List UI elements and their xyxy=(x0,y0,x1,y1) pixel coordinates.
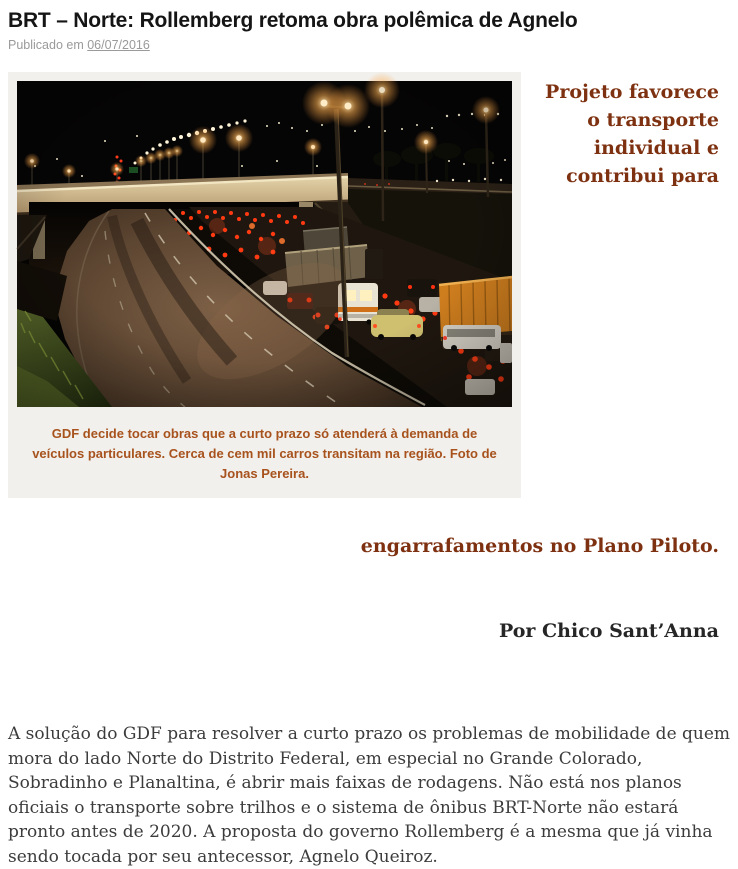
published-line xyxy=(8,38,731,52)
photo-caption: GDF decide tocar obras que a curto prazo só atenderá à demanda de veículos particulares. Cerca de cem mil carros transitam na região. Foto de Jonas Pereira. xyxy=(32,426,497,481)
page-title: BRT – Norte: Rollemberg retoma obra polêmica de Agnelo xyxy=(8,9,578,32)
article-paragraph: A solução do GDF para resolver a curto prazo os problemas de mobilidade de quem mora do lado Norte do Distrito Federal, em especial no Grande Colorado, Sobradinho e Planaltina, é abrir mais faixas de rodagens. Não está nos planos oficiais o transporte sobre trilhos e o sistema de ônibus BRT-Norte não estará pronto antes de 2020. A proposta do governo Rollemberg é a mesma que já vinha sendo tocada por seu antecessor, Agnelo Queiroz. xyxy=(8,724,731,867)
article-photo xyxy=(17,81,512,407)
article-body xyxy=(8,72,731,869)
traffic-night-photo-illustration xyxy=(17,81,512,407)
published-label: Publicado em xyxy=(8,38,84,52)
pull-quote: Projeto favorece o transporte individual e contribui para engarrafamentos no Plano Piloto. xyxy=(360,81,719,557)
published-date-link[interactable]: 06/07/2016 xyxy=(87,38,150,52)
byline: Por Chico Sant’Anna xyxy=(498,620,719,642)
photo-figure xyxy=(8,72,521,498)
